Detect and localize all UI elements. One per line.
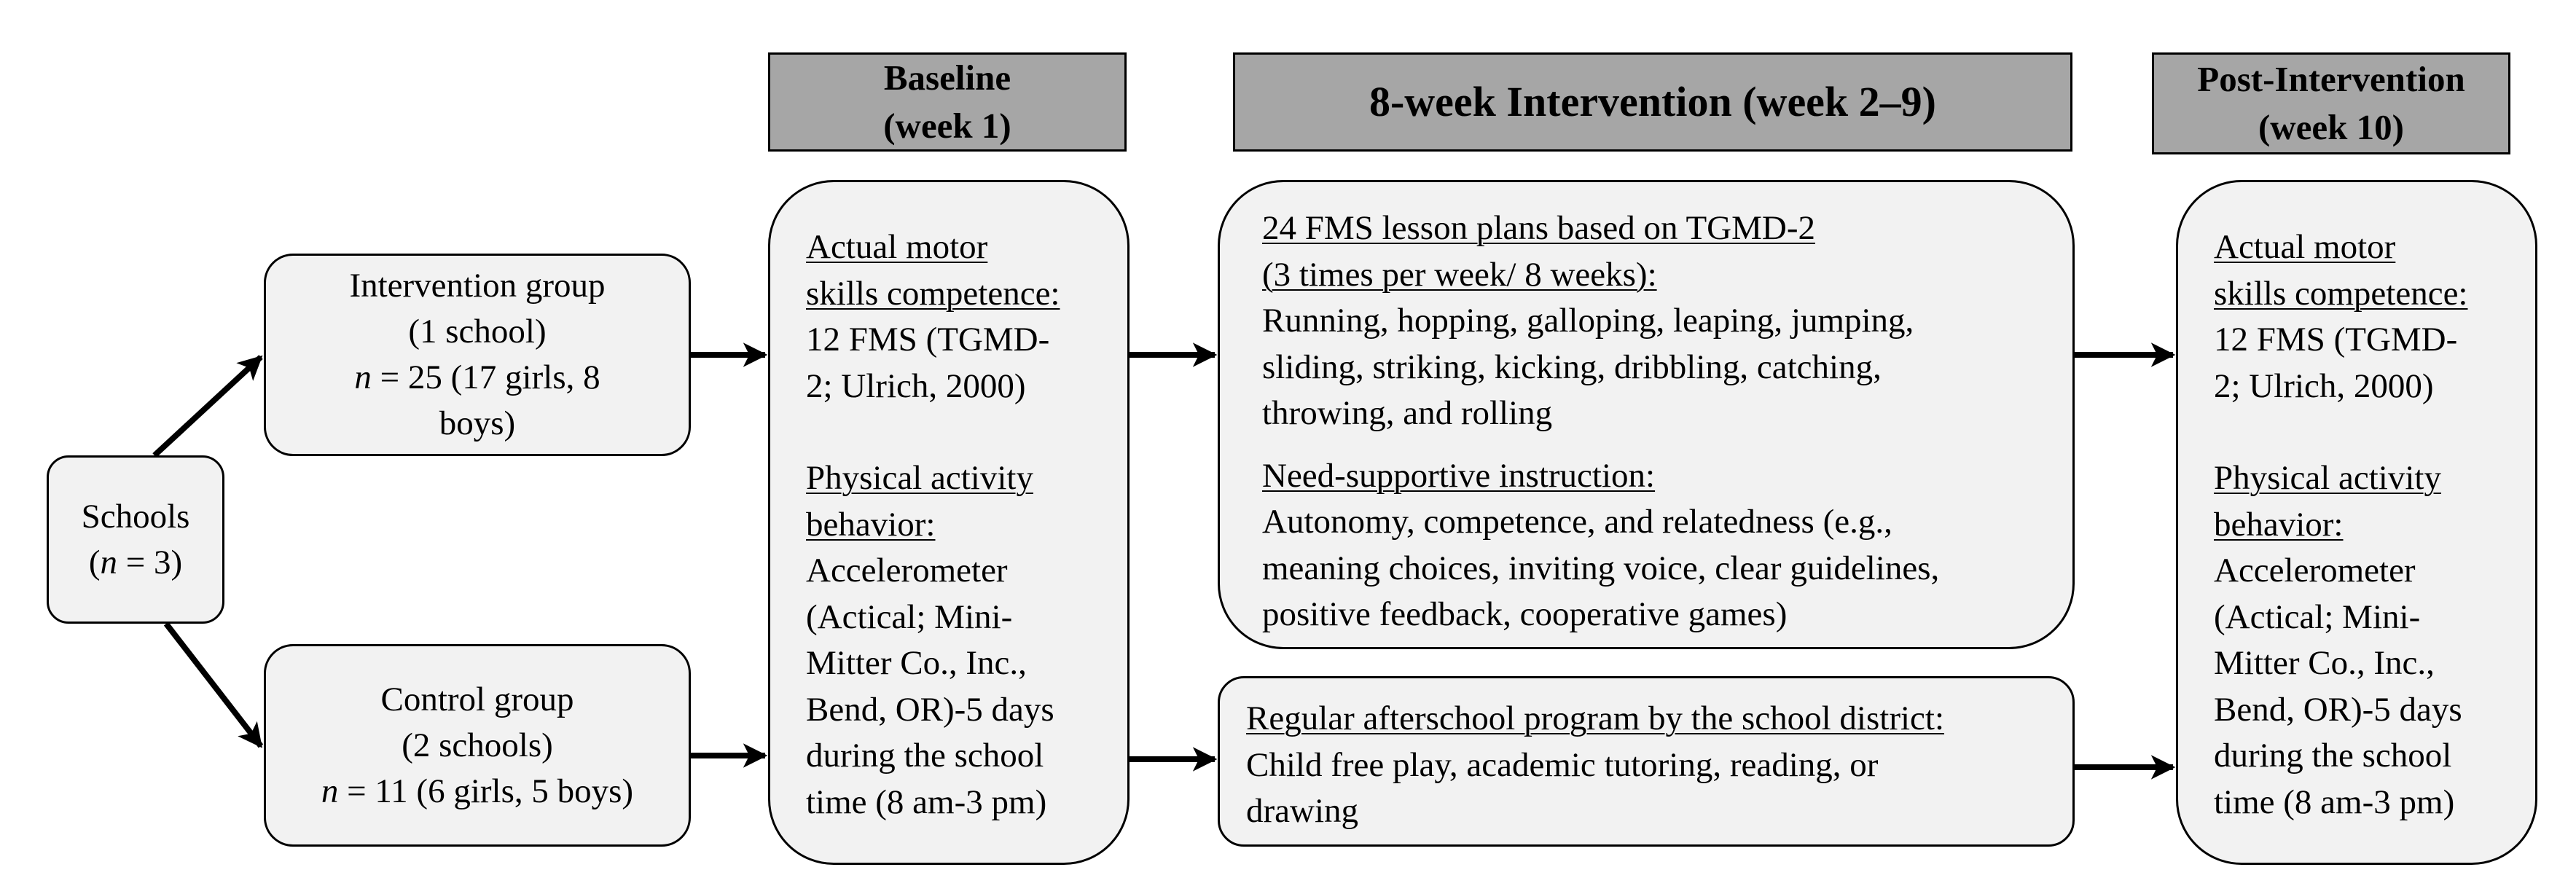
baseline-motor-body: 12 FMS (TGMD- 2; Ulrich, 2000): [806, 321, 1050, 405]
header-intervention-title: 8-week Intervention (week 2–9): [1369, 78, 1936, 125]
schools-count: (n = 3): [88, 543, 183, 581]
intervention-lesson-title: 24 FMS lesson plans based on TGMD-2 (3 times per week/ 8 weeks):: [1262, 209, 1815, 294]
control-group-n: n = 11 (6 girls, 5 boys): [321, 772, 634, 810]
post-motor-body: 12 FMS (TGMD- 2; Ulrich, 2000): [2214, 321, 2458, 405]
header-post-week: (week 10): [2258, 107, 2404, 147]
control-program-body: Child free play, academic tutoring, reading, or drawing: [1246, 745, 1879, 830]
header-baseline-title: Baseline: [883, 58, 1011, 98]
arrow-schools-to-control: [166, 624, 261, 746]
intervention-skills: Running, hopping, galloping, leaping, jumping, sliding, striking, kicking, dribbling, catching, throwing, and rolling: [1262, 302, 1914, 432]
schools-label: Schools: [81, 497, 190, 536]
intervention-instruction-title: Need-supportive instruction:: [1262, 456, 1656, 495]
intervention-group-n-cont: boys): [439, 404, 516, 442]
post-motor-title: Actual motor skills competence:: [2214, 228, 2468, 313]
intervention-instruction: Autonomy, competence, and relatedness (e.g., meaning choices, inviting voice, clear guidelines, positive feedback, cooperative games): [1262, 503, 1940, 633]
intervention-group-n: n = 25 (17 girls, 8: [354, 358, 600, 396]
baseline-pa-body: Accelerometer (Actical; Mini- Mitter Co., Inc., Bend, OR)-5 days during the school time (8 am-3 pm): [806, 552, 1054, 821]
header-post-title: Post-Intervention: [2197, 59, 2465, 99]
baseline-motor-title: Actual motor skills competence:: [806, 228, 1060, 313]
post-pa-title: Physical activity behavior:: [2214, 459, 2441, 544]
control-group-schools: (2 schools): [402, 726, 553, 764]
header-baseline-week: (week 1): [883, 106, 1011, 146]
control-group-title: Control group: [380, 680, 574, 718]
intervention-group-schools: (1 school): [408, 313, 547, 350]
baseline-pa-title: Physical activity behavior:: [806, 459, 1033, 544]
arrow-schools-to-intervention: [154, 357, 261, 455]
post-pa-body: Accelerometer (Actical; Mini- Mitter Co., Inc., Bend, OR)-5 days during the school time (8 am-3 pm): [2214, 552, 2462, 821]
intervention-group-title: Intervention group: [349, 267, 606, 305]
control-program-title: Regular afterschool program by the school district:: [1246, 699, 1945, 737]
